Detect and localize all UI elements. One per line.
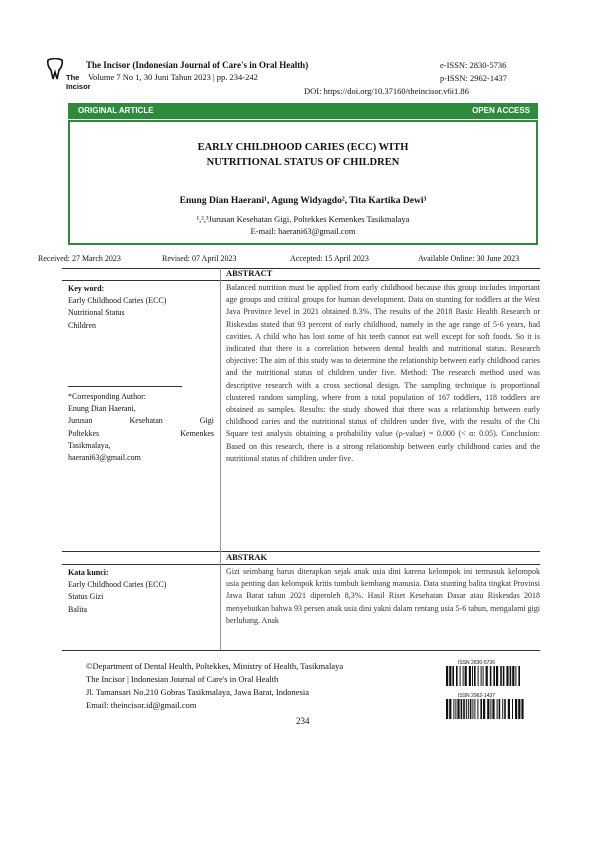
keyword-item: Children: [68, 320, 96, 330]
corresponding-heading: *Corresponding Author:: [68, 392, 146, 401]
footer-line: ©Department of Dental Health, Poltekkes, Ministry of Health, Tasikmalaya: [86, 661, 344, 671]
column-divider: [220, 268, 221, 650]
rule-abstract: [62, 280, 540, 281]
banner-open-access: OPEN ACCESS: [472, 106, 530, 115]
kata-kunci-heading: Kata kunci:: [68, 568, 109, 577]
received-date: Received: 27 March 2023: [38, 254, 121, 263]
article-email: E-mail: haerani63@gmail.com: [250, 226, 356, 236]
article-title-line2: NUTRITIONAL STATUS OF CHILDREN: [206, 157, 400, 168]
page-number: 234: [296, 716, 310, 726]
corresponding-line: Jurusan Kesehatan Gigi: [68, 416, 214, 426]
corresponding-line: Enung Dian Haerani,: [68, 404, 136, 414]
banner-original-article: ORIGINAL ARTICLE: [78, 106, 154, 115]
issn-barcodes: [440, 660, 540, 726]
logo-text-incisor: Incisor: [66, 82, 91, 91]
footer-line: Jl. Tamansari No.210 Gobras Tasikmalaya, Jawa Barat, Indonesia: [86, 687, 309, 697]
kata-kunci-item: Early Childhood Caries (ECC): [68, 580, 167, 590]
corresponding-line: Tasikmalaya,: [68, 440, 111, 450]
kata-kunci-item: Status Gizi: [68, 592, 104, 602]
barcode-label-1: ISSN 2830-5736: [458, 660, 495, 666]
kata-kunci-item: Balita: [68, 604, 88, 614]
online-date: Available Online: 30 June 2023: [418, 254, 520, 263]
journal-logo: [44, 58, 91, 102]
footer-block: [86, 660, 343, 712]
revised-date: Revised: 07 April 2023: [162, 254, 237, 263]
footer-line: Email: theincisor.id@gmail.com: [86, 700, 197, 710]
corresponding-line: Poltekkes Kemenkes: [68, 428, 214, 438]
article-authors: Enung Dian Haerani¹, Agung Widyagdo², Tita Kartika Dewi³: [179, 196, 427, 206]
corresponding-block: [68, 391, 214, 464]
keywords-heading: Key word:: [68, 284, 105, 293]
eissn: e-ISSN: 2830-5736: [440, 60, 507, 70]
footer-line: The Incisor | Indonesian Journal of Care's in Oral Health: [86, 674, 279, 684]
rule-bottom: [62, 650, 540, 651]
tooth-icon: [46, 58, 64, 80]
corresponding-email: haerani63@gmail.com: [68, 453, 141, 463]
keywords-block: [68, 283, 208, 332]
rule-top: [62, 268, 540, 269]
doi: DOI: https://doi.org/10.37160/theincisor.v6i1.86: [304, 86, 469, 96]
rule-abstrak-top: [62, 551, 540, 552]
rule-abstrak: [62, 564, 540, 565]
kata-kunci-block: [68, 567, 208, 616]
journal-title: The Incisor (Indonesian Journal of Care's in Oral Health): [86, 60, 309, 70]
volume-line: Volume 7 No 1, 30 Juni Tahun 2023 | pp. 234-242: [88, 72, 258, 82]
barcode-label-2: ISSN 2962-1437: [458, 693, 495, 699]
accepted-date: Accepted: 15 April 2023: [290, 254, 369, 263]
logo-text-the: The: [66, 73, 80, 82]
keyword-item: Early Childhood Caries (ECC): [68, 296, 167, 306]
corresponding-divider: [68, 386, 182, 387]
pissn: p-ISSN: 2962-1437: [440, 73, 507, 83]
keyword-item: Nutritional Status: [68, 308, 125, 318]
abstrak-heading: ABSTRAK: [226, 552, 268, 562]
article-title-line1: EARLY CHILDHOOD CARIES (ECC) WITH: [197, 142, 409, 153]
abstract-heading: ABSTRACT: [226, 268, 273, 278]
abstract-body: Balanced nutrition must be applied from early childhood because this group includes important age groups and critical groups for human development. Data on stunting for toddlers at the West Java Province level in 2021 obtained 8.3%. The results of the 2018 Basic Health Research or Riskesdas stated that 93 percent of early childhood, namely in the age range of 5-6 years, had cavities. A child who has lost some of his teeth cannot eat well except for soft foods. So it is indicated that there is a correlation between dental health and nutritional status. Research objective: The aim of this study was to determine the relationship between early childhood caries and the nutritional status of children under five. Method: The research method used was descriptive research with a cross sectional design. The sampling technique is proportional clustered random sampling, where from a total population of 167 toddlers, 118 toddlers are obtained as samples. Results: the study showed that there was a relationship between early childhood caries and the nutritional status of children under five, with the results of the Chi Square test analysis obtaining a probability value (ρ-value) = 0.000 (< α: 0.05). Conclusion: Based on this research, there is a strong relationship between early childhood caries and the nutritional status of children under five.: [226, 283, 540, 463]
title-box: [68, 120, 538, 245]
abstrak-body: Gizi seimbang harus diterapkan sejak anak usia dini karena kelompok ini termasuk kelompok usia penting dan kelompok kritis tumbuh kembang manusia. Data stunting balita tingkat Provinsi Jawa Barat tahun 2021 diperoleh 8,3%. Hasil Riset Kesehatan Dasar atau Riskesdas 2018 menyebutkan bahwa 93 persen anak usia dini yakni dalam rentang usia 5-6 tahun, mengalami gigi berlubang. Anak: [226, 567, 540, 625]
article-affiliation: ¹,²,³Jurusan Kesehatan Gigi, Poltekkes Kemenkes Tasikmalaya: [196, 214, 410, 224]
barcode-icon: [444, 699, 524, 723]
article-banner: [68, 103, 538, 119]
barcode-icon: [444, 666, 524, 690]
